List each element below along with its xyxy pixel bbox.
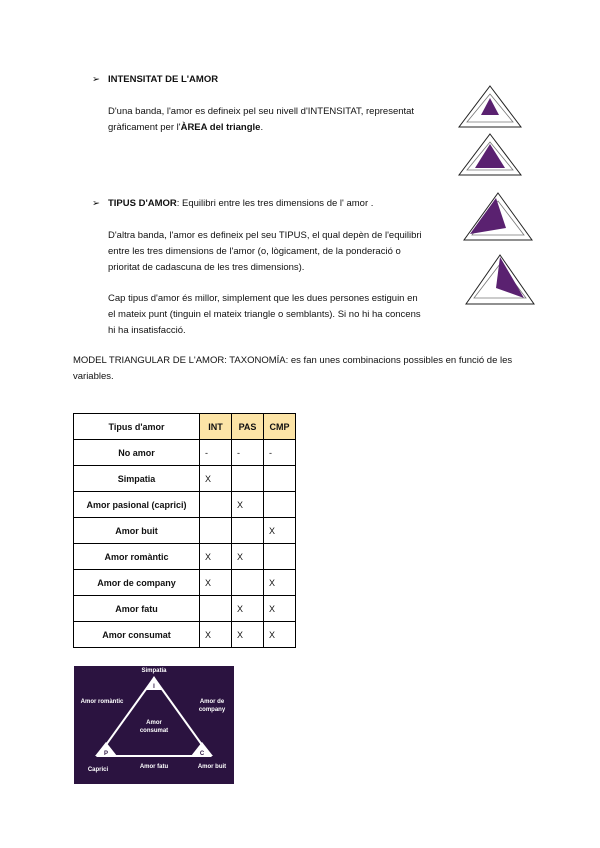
- section-tipus-heading: ➢ TIPUS D'AMOR: Equilibri entre les tres dimensions de l' amor .: [92, 198, 374, 209]
- table-row: Amor romàntic X X: [74, 544, 296, 570]
- taxonomy-table: [73, 413, 296, 648]
- label-amor-consumat: Amor consumat: [139, 720, 169, 734]
- triangle-skewed-top-icon: [462, 252, 537, 307]
- vertex-label-p: P: [103, 751, 109, 757]
- table-row: Simpatia X: [74, 466, 296, 492]
- vertex-label-i: I: [153, 684, 155, 690]
- table-row: Amor buit X: [74, 518, 296, 544]
- triangle-skewed-left-icon: [460, 190, 535, 245]
- header-cmp: CMP: [264, 414, 296, 440]
- table-row: No amor - - -: [74, 440, 296, 466]
- table-row: Amor de company X X: [74, 570, 296, 596]
- header-int: INT: [200, 414, 232, 440]
- table-row: Amor consumat X X X: [74, 622, 296, 648]
- header-tipus: Tipus d'amor: [74, 414, 200, 440]
- table-row: Amor pasional (caprici) X: [74, 492, 296, 518]
- tipus-paragraph-2: Cap tipus d'amor és millor, simplement que les dues persones estiguin en el mateix punt (tinguin el mateix triangle o semblants). Si no hi ha concens hi ha insatisfacció.: [108, 293, 421, 336]
- arrow-bullet-icon: ➢: [92, 198, 100, 209]
- label-caprici: Caprici: [87, 767, 109, 773]
- label-amor-company: Amor de company: [198, 699, 226, 713]
- label-amor-buit: Amor buit: [197, 764, 227, 770]
- header-pas: PAS: [232, 414, 264, 440]
- label-simpatia: Simpatía: [141, 668, 167, 674]
- label-amor-fatu: Amor fatu: [139, 764, 169, 770]
- vertex-label-c: C: [199, 751, 205, 757]
- arrow-bullet-icon: ➢: [92, 74, 100, 85]
- tipus-paragraph-1: D'altra banda, l'amor es defineix pel seu TIPUS, el qual depèn de l'equilibri entre les tres dimensions de l'amor (o, lògicament, de la ponderació o prioritat de cadascuna de les tres dimensions).: [108, 230, 422, 273]
- triangle-large-area-icon: [455, 130, 525, 180]
- label-amor-romantic: Amor romàntic: [80, 699, 124, 705]
- model-triangular-text: MODEL TRIANGULAR DE L'AMOR: TAXONOMÍA: es fan unes combinacions possibles en funció de les variables.: [73, 355, 513, 382]
- intensitat-paragraph: D'una banda, l'amor es defineix pel seu nivell d'INTENSITAT, representat gràficament per l'ÀREA del triangle.: [108, 106, 415, 133]
- table-header-row: [74, 414, 296, 440]
- triangle-small-area-icon: [455, 82, 525, 132]
- section-intensitat-heading: ➢ INTENSITAT DE L'AMOR: [92, 74, 219, 85]
- table-row: Amor fatu X X: [74, 596, 296, 622]
- triangular-model-diagram: [74, 666, 234, 784]
